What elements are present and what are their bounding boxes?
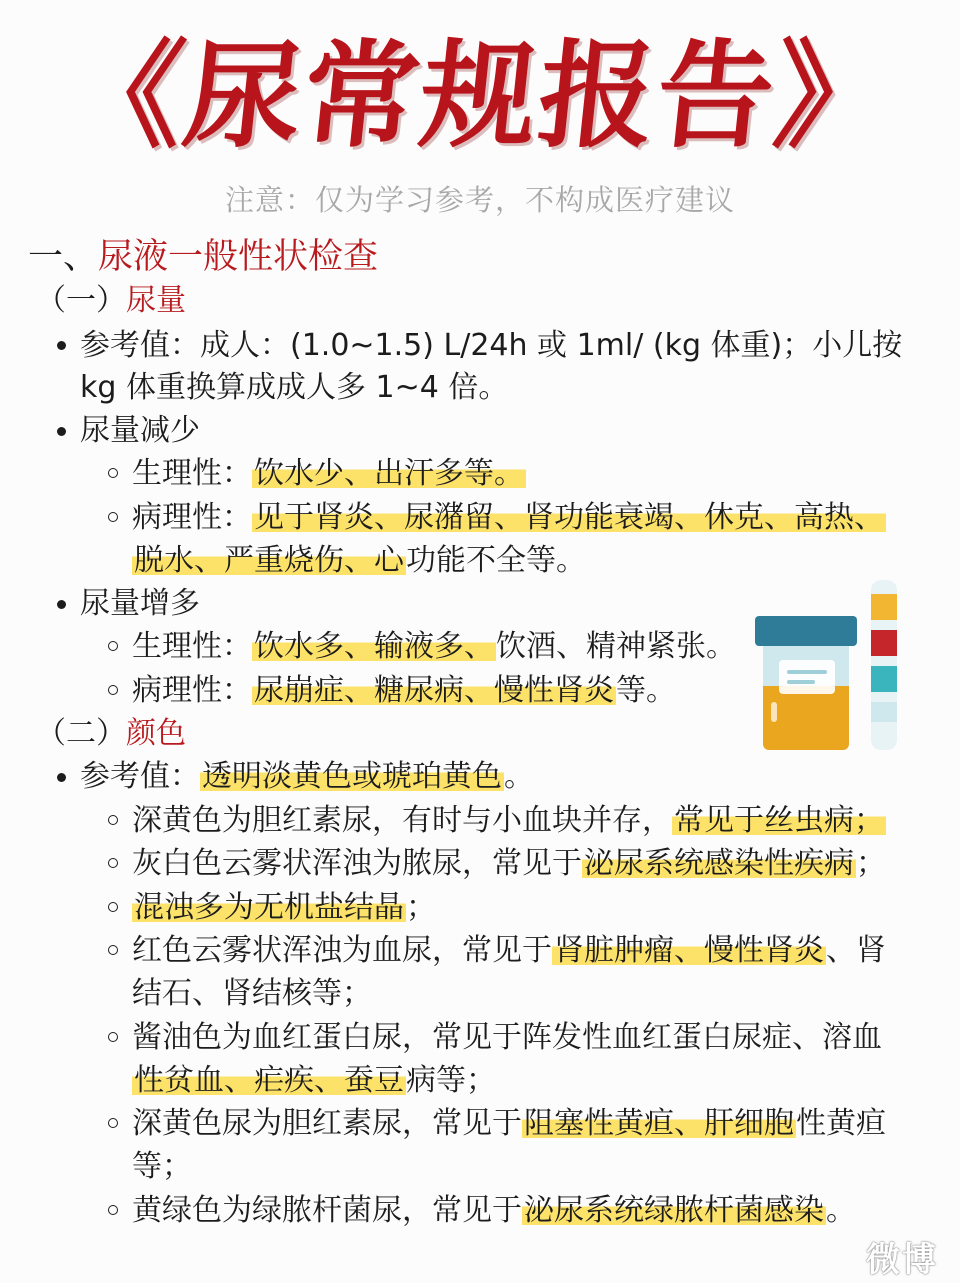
- highlight-text: 见于肾炎、尿潴留、肾功能衰竭、休克、高热、: [254, 500, 884, 535]
- list-item-color: [132, 930, 886, 972]
- item-label: 病理性：: [132, 673, 252, 708]
- list-item-color: [132, 800, 886, 842]
- list-item-decrease: 尿量减少: [80, 413, 200, 448]
- item-text: 、肾: [826, 933, 886, 968]
- bullet-dot: [57, 341, 66, 350]
- item-text: 性黄疸: [796, 1106, 886, 1141]
- page-title: 《尿常规报告》: [59, 29, 901, 164]
- list-item-color: [132, 843, 886, 885]
- list-item-color: [132, 887, 436, 929]
- list-item-pathological: [132, 497, 886, 539]
- highlight-text: 脱水、严重烧伤、心: [134, 543, 404, 578]
- item-text: 深黄色为胆红素尿，有时与小血块并存，: [132, 803, 672, 838]
- item-label: 生理性：: [132, 629, 252, 664]
- list-item-color: [132, 1103, 886, 1145]
- sub-bullet-circle: [108, 945, 118, 955]
- subsection-heading-urine-volume: [36, 280, 186, 322]
- item-text: 红色云雾状浑浊为血尿，常见于: [132, 933, 552, 968]
- item-label: 参考值：: [80, 759, 200, 794]
- subsection-prefix: （二）: [36, 716, 126, 751]
- highlight-text: 常见于丝虫病；: [674, 803, 884, 838]
- highlight-text: 泌尿系统感染性疾病: [584, 846, 854, 881]
- highlight-text: 泌尿系统绿脓杆菌感染: [524, 1193, 824, 1228]
- highlight-text: 肾脏肿瘤、慢性肾炎: [554, 933, 824, 968]
- sub-bullet-circle: [108, 641, 118, 651]
- list-item-color-cont: 等；: [132, 1149, 192, 1184]
- sub-bullet-circle: [108, 685, 118, 695]
- item-text: 功能不全等。: [406, 543, 586, 578]
- list-item-color: 酱油色为血红蛋白尿，常见于阵发性血红蛋白尿症、溶血: [132, 1020, 882, 1055]
- highlight-text: 尿崩症、糖尿病、慢性肾炎: [254, 673, 614, 708]
- item-text: ；: [406, 890, 436, 925]
- item-text: 黄绿色为绿脓杆菌尿，常见于: [132, 1193, 522, 1228]
- list-item-physiological: [132, 453, 526, 495]
- reference-value-line: 参考值：成人：(1.0~1.5) L/24h 或 1ml/ (kg 体重)；小儿按: [80, 328, 903, 363]
- sub-bullet-circle: [108, 902, 118, 912]
- disclaimer-note: 注意：仅为学习参考，不构成医疗建议: [224, 183, 735, 217]
- item-text: 病等；: [406, 1063, 496, 1098]
- section-heading: [28, 232, 378, 282]
- urine-sample-cup-icon: [745, 578, 905, 756]
- item-text: 。: [504, 759, 534, 794]
- item-label: 生理性：: [132, 456, 252, 491]
- sub-bullet-circle: [108, 1032, 118, 1042]
- item-text: 。: [826, 1193, 856, 1228]
- item-text: 深黄色尿为胆红素尿，常见于: [132, 1106, 522, 1141]
- reference-value-line: [80, 756, 534, 798]
- sub-bullet-circle: [108, 512, 118, 522]
- subsection-prefix: （一）: [36, 283, 126, 318]
- item-text: ；: [856, 846, 886, 881]
- list-item-color-cont: 结石、肾结核等；: [132, 976, 372, 1011]
- item-label: 病理性：: [132, 500, 252, 535]
- sub-bullet-circle: [108, 1205, 118, 1215]
- item-text: 饮酒、精神紧张。: [496, 629, 736, 664]
- highlight-text: 混浊多为无机盐结晶: [134, 890, 404, 925]
- list-item-pathological: [132, 670, 676, 712]
- subsection-title: 尿量: [126, 283, 186, 318]
- sub-bullet-circle: [108, 858, 118, 868]
- bullet-dot: [57, 773, 66, 782]
- reference-value-line-2: kg 体重换算成成人多 1~4 倍。: [80, 370, 509, 405]
- highlight-text: 阻塞性黄疸、肝细胞: [524, 1106, 794, 1141]
- list-item-physiological: [132, 626, 736, 668]
- list-item-increase: 尿量增多: [80, 586, 200, 621]
- highlight-text: 性贫血、疟疾、蚕豆: [134, 1063, 404, 1098]
- bullet-dot: [57, 427, 66, 436]
- sub-bullet-circle: [108, 468, 118, 478]
- watermark-logo: 微博: [866, 1240, 938, 1280]
- list-item-color-cont: [132, 1060, 496, 1102]
- section-prefix: 一、: [28, 237, 99, 277]
- section-title: 尿液一般性状检查: [98, 237, 379, 277]
- list-item-pathological-cont: [132, 540, 586, 582]
- subsection-heading-color: [36, 713, 186, 755]
- subsection-title: 颜色: [126, 716, 186, 751]
- highlight-text: 饮水多、输液多、: [254, 629, 494, 664]
- item-text: 等。: [616, 673, 676, 708]
- sub-bullet-circle: [108, 815, 118, 825]
- list-item-color: [132, 1190, 856, 1232]
- item-text: 灰白色云雾状浑浊为脓尿，常见于: [132, 846, 582, 881]
- highlight-text: 饮水少、出汗多等。: [254, 456, 524, 491]
- sub-bullet-circle: [108, 1118, 118, 1128]
- highlight-text: 透明淡黄色或琥珀黄色: [202, 759, 502, 794]
- bullet-dot: [57, 600, 66, 609]
